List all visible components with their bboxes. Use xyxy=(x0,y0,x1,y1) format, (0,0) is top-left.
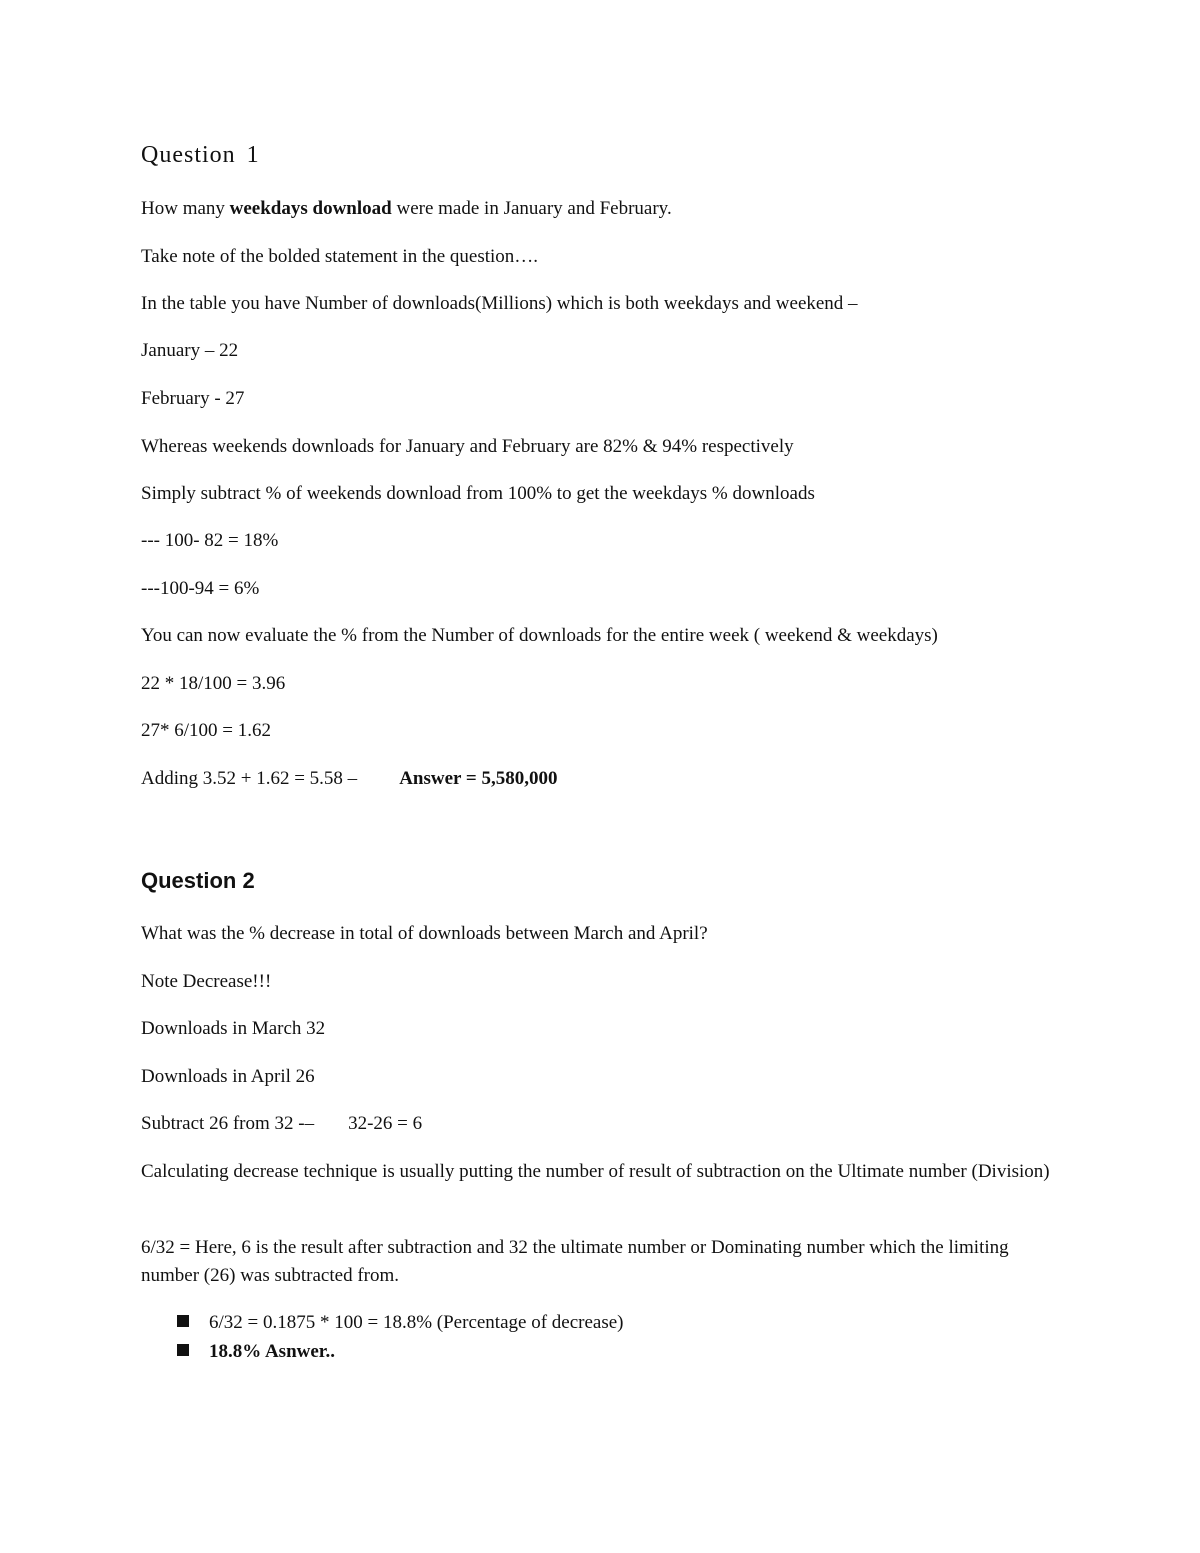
q1-calc-1: --- 100- 82 = 18% xyxy=(141,530,279,551)
q1-evaluate: You can now evaluate the % from the Number of downloads for the entire week ( weekend & weekdays) xyxy=(141,625,938,646)
question-1-heading: Question 1 xyxy=(141,142,260,168)
list-item xyxy=(177,1338,335,1366)
q2-explain: 6/32 = Here, 6 is the result after subtraction and 32 the ultimate number or Dominating number which the limiting number (26) was subtracted from. xyxy=(141,1237,1009,1286)
square-bullet-icon xyxy=(177,1344,189,1356)
q2-question: What was the % decrease in total of downloads between March and April? xyxy=(141,923,708,944)
q1-question xyxy=(141,195,1061,223)
q1-adding-text: Adding 3.52 + 1.62 = 5.58 – xyxy=(141,768,358,789)
q2-technique: Calculating decrease technique is usually putting the number of result of subtraction on the Ultimate number (Division) xyxy=(141,1161,1050,1182)
q1-calc-2: ---100-94 = 6% xyxy=(141,578,260,599)
q2-subtract xyxy=(141,1110,1061,1138)
q1-january: January – 22 xyxy=(141,340,239,361)
q1-answer: Answer = 5,580,000 xyxy=(399,768,558,789)
q1-adding xyxy=(141,765,1061,793)
q1-calc-4: 27* 6/100 = 1.62 xyxy=(141,720,271,741)
q1-weekends: Whereas weekends downloads for January and February are 82% & 94% respectively xyxy=(141,436,794,457)
q2-march: Downloads in March 32 xyxy=(141,1018,326,1039)
q2-subtract-label: Subtract 26 from 32 -– xyxy=(141,1113,315,1134)
q1-calc-3: 22 * 18/100 = 3.96 xyxy=(141,673,286,694)
q1-subtract: Simply subtract % of weekends download from 100% to get the weekdays % downloads xyxy=(141,483,815,504)
q1-february: February - 27 xyxy=(141,388,245,409)
bullet-text-answer: 18.8% Asnwer.. xyxy=(209,1341,335,1362)
q2-note: Note Decrease!!! xyxy=(141,971,272,992)
square-bullet-icon xyxy=(177,1315,189,1327)
q1-table-line: In the table you have Number of downloads(Millions) which is both weekdays and weekend – xyxy=(141,293,858,314)
q1-question-post: were made in January and February. xyxy=(391,198,672,219)
q1-note: Take note of the bolded statement in the question…. xyxy=(141,246,539,267)
q2-subtract-calc: 32-26 = 6 xyxy=(348,1113,423,1134)
q2-april: Downloads in April 26 xyxy=(141,1066,315,1087)
q1-question-pre: How many xyxy=(141,198,230,219)
bullet-text: 6/32 = 0.1875 * 100 = 18.8% (Percentage of decrease) xyxy=(209,1312,624,1333)
question-2-heading: Question 2 xyxy=(141,868,255,893)
q1-question-bold: weekdays download xyxy=(229,198,392,219)
list-item xyxy=(177,1309,624,1337)
